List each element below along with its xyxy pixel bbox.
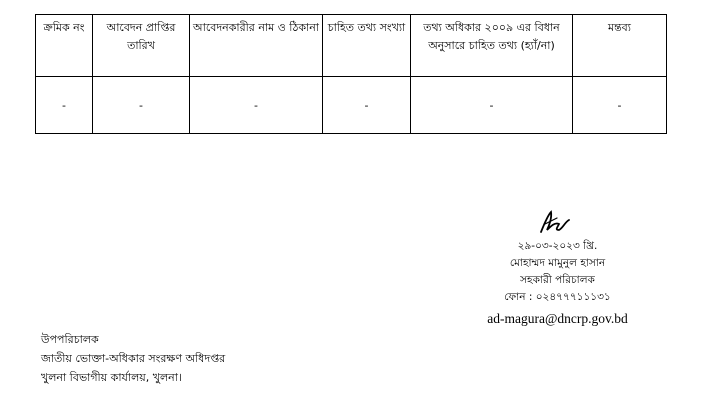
handwritten-signature [455,208,660,238]
recipient-office: খুলনা বিভাগীয় কার্যালয়, খুলনা। [41,371,182,384]
recipient-address [41,330,361,387]
table-cell: - [190,77,323,134]
officer-phone: ফোন : ০২৪৭৭৭১১১৩১ [504,291,611,303]
table-cell: - [573,77,667,134]
table-cell: - [323,77,411,134]
header-remarks: মন্তব্য [573,15,667,77]
officer-email: ad-magura@dncrp.gov.bd [487,311,628,326]
table-cell: - [93,77,190,134]
table-cell: - [36,77,93,134]
header-application-date: আবেদন প্রাপ্তির তারিখ [93,15,190,77]
officer-name: মোহাম্মদ মামুনুল হাসান [509,257,606,269]
signature-scribble-icon [535,208,575,238]
header-applicant-name-address: আবেদনকারীর নাম ও ঠিকানা [190,15,323,77]
signature-date: ২৯-০৩-২০২৩ খ্রি. [517,240,598,252]
recipient-organization: জাতীয় ভোক্তা-অধিকার সংরক্ষণ অধিদপ্তর [41,352,226,365]
officer-designation: সহকারী পরিচালক [520,274,595,286]
rti-report-table [35,14,667,134]
table-cell: - [411,77,573,134]
recipient-title: উপপরিচালক [41,333,99,346]
table-header-row [36,15,667,77]
header-requested-info-count: চাহিত তথ্য সংখ্যা [323,15,411,77]
header-info-provided: তথ্য অধিকার ২০০৯ এর বিধান অনুসারে চাহিত তথ্য (হ্যাঁ/না) [411,15,573,77]
table-row [36,77,667,134]
signature-block [455,208,660,329]
header-serial-no: ক্রমিক নং [36,15,93,77]
